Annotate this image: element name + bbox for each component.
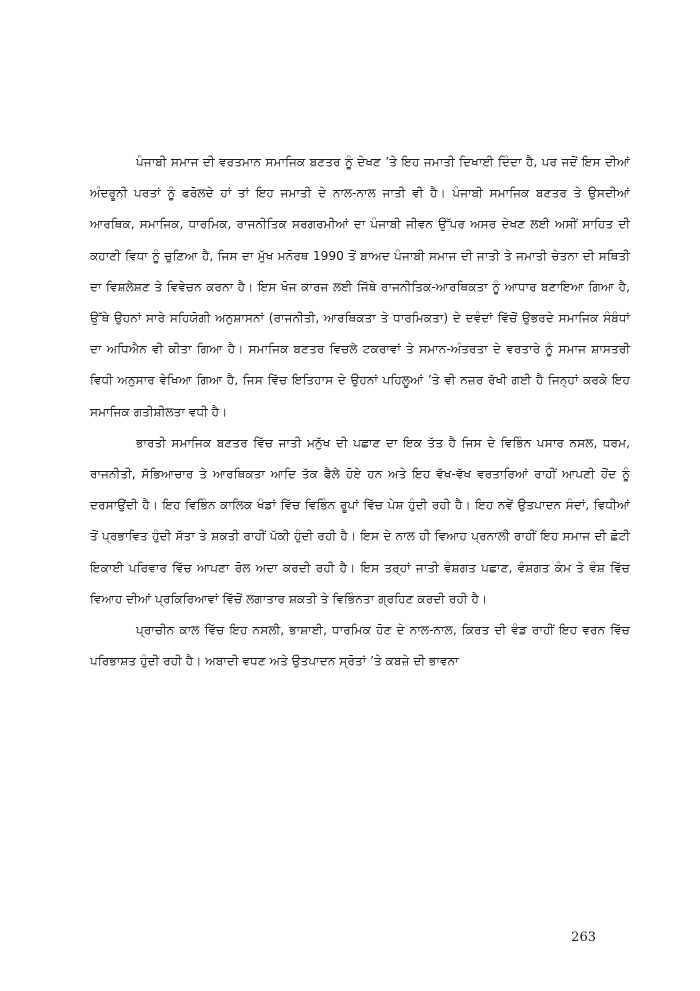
paragraph-3: ਪ੍ਰਾਚੀਨ ਕਾਲ ਵਿੱਚ ਇਹ ਨਸਲੀ, ਭਾਸ਼ਾਈ, ਧਾਰਮਿਕ ਹੋਣ ਦੇ ਨਾਲ-ਨਾਲ, ਕਿਰਤ ਦੀ ਵੰਡ ਰਾਹੀਂ ਇਹ ਵਰਨ ਵਿੱਚ ਪਰਿਭਾਸ਼ਤ ਹੁੰਦੀ ਰਹੀ ਹੈ। ਅਬਾਦੀ ਵਧਣ ਅਤੇ ਉਤਪਾਦਨ ਸ੍ਰੋਤਾਂ ’ਤੇ ਕਬਜ਼ੇ ਦੀ ਭਾਵਨਾ xyxy=(90,623,630,669)
paragraph-1: ਪੰਜਾਬੀ ਸਮਾਜ ਦੀ ਵਰਤਮਾਨ ਸਮਾਜਿਕ ਬਣਤਰ ਨੂੰ ਦੇਖਣ ’ਤੇ ਇਹ ਜਮਾਤੀ ਦਿਖਾਈ ਦਿੰਦਾ ਹੈ, ਪਰ ਜਦੋਂ ਇਸ ਦੀਆਂ ਅੰਦਰੂਨੀ ਪਰਤਾਂ ਨੂੰ ਫਰੋਲਦੇ ਹਾਂ ਤਾਂ ਇਹ ਜਮਾਤੀ ਦੇ ਨਾਲ-ਨਾਲ ਜਾਤੀ ਵੀ ਹੈ। ਪੰਜਾਬੀ ਸਮਾਜਿਕ ਬਣਤਰ ਤੇ ਉਸਦੀਆਂ ਆਰਥਿਕ, ਸਮਾਜਿਕ, ਧਾਰਮਿਕ, ਰਾਜਨੀਤਿਕ ਸਰਗਰਮੀਆਂ ਦਾ ਪੰਜਾਬੀ ਜੀਵਨ ਉੱਪਰ ਅਸਰ ਦੇਖਣ ਲਈ ਅਸੀਂ ਸਾਹਿਤ ਦੀ ਕਹਾਣੀ ਵਿਧਾ ਨੂੰ ਚੁਣਿਆ ਹੈ, ਜਿਸ ਦਾ ਮੁੱਖ ਮਨੋਰਥ 1990 ਤੋਂ ਬਾਅਦ ਪੰਜਾਬੀ ਸਮਾਜ ਦੀ ਜਾਤੀ ਤੇ ਜਮਾਤੀ ਚੇਤਨਾ ਦੀ ਸਥਿਤੀ ਦਾ ਵਿਸ਼ਲੇਸ਼ਣ ਤੇ ਵਿਵੇਚਨ ਕਰਨਾ ਹੈ। ਇਸ ਖੋਜ ਕਾਰਜ ਲਈ ਜਿੱਥੇ ਰਾਜਨੀਤਿਕ-ਆਰਥਿਕਤਾ ਨੂੰ ਆਧਾਰ ਬਣਾਇਆ ਗਿਆ ਹੈ, ਉੱਥੇ ਉਹਨਾਂ ਸਾਰੇ ਸਹਿਯੋਗੀ ਅਨੁਸ਼ਾਸਨਾਂ (ਰਾਜਨੀਤੀ, ਆਰਥਿਕਤਾ ਤੇ ਧਾਰਮਿਕਤਾ) ਦੇ ਦਵੰਦਾਂ ਵਿੱਚੋਂ ਉਭਰਦੇ ਸਮਾਜਿਕ ਸੰਬੰਧਾਂ ਦਾ ਅਧਿਐਨ ਵੀ ਕੀਤਾ ਗਿਆ ਹੈ। ਸਮਾਜਿਕ ਬਣਤਰ ਵਿਚਲੇ ਟਕਰਾਵਾਂ ਤੇ ਸਮਾਨ-ਅੰਤਰਤਾ ਦੇ ਵਰਤਾਰੇ ਨੂੰ ਸਮਾਜ ਸ਼ਾਸਤਰੀ ਵਿਧੀ ਅਨੁਸਾਰ ਵੇਖਿਆ ਗਿਆ ਹੈ, ਜਿਸ ਵਿੱਚ ਇਤਿਹਾਸ ਦੇ ਉਹਨਾਂ ਪਹਿਲੂਆਂ ’ਤੇ ਵੀ ਨਜ਼ਰ ਰੱਖੀ ਗਈ ਹੈ ਜਿਨ੍ਹਾਂ ਕਰਕੇ ਇਹ ਸਮਾਜਿਕ ਗਤੀਸ਼ੀਲਤਾ ਵਧੀ ਹੈ। xyxy=(90,155,630,419)
page-number: 263 xyxy=(571,930,596,945)
paragraph-2: ਭਾਰਤੀ ਸਮਾਜਿਕ ਬਣਤਰ ਵਿੱਚ ਜਾਤੀ ਮਨੁੱਖ ਦੀ ਪਛਾਣ ਦਾ ਇਕ ਤੱਤ ਹੈ ਜਿਸ ਦੇ ਵਿਭਿੰਨ ਪਸਾਰ ਨਸਲ, ਧਰਮ, ਰਾਜਨੀਤੀ, ਸੱਭਿਆਚਾਰ ਤੇ ਆਰਥਿਕਤਾ ਆਦਿ ਤੱਕ ਫੈਲੇ ਹੋਏ ਹਨ ਅਤੇ ਇਹ ਵੱਖ-ਵੱਖ ਵਰਤਾਰਿਆਂ ਰਾਹੀਂ ਆਪਣੀ ਹੋਂਦ ਨੂੰ ਦਰਸਾਉਂਦੀ ਹੈ। ਇਹ ਵਿਭਿੰਨ ਕਾਲਿਕ ਖੰਡਾਂ ਵਿੱਚ ਵਿਭਿੰਨ ਰੂਪਾਂ ਵਿੱਚ ਪੇਸ਼ ਹੁੰਦੀ ਰਹੀ ਹੈ। ਇਹ ਨਵੇਂ ਉਤਪਾਦਨ ਸੰਦਾਂ, ਵਿਧੀਆਂ ਤੋਂ ਪ੍ਰਭਾਵਿਤ ਹੁੰਦੀ ਸੱਤਾ ਤੇ ਸ਼ਕਤੀ ਰਾਹੀਂ ਪੱਕੀ ਹੁੰਦੀ ਰਹੀ ਹੈ। ਇਸ ਦੇ ਨਾਲ ਹੀ ਵਿਆਹ ਪ੍ਰਨਾਲੀ ਰਾਹੀਂ ਇਹ ਸਮਾਜ ਦੀ ਛੋਟੀ ਇਕਾਈ ਪਰਿਵਾਰ ਵਿੱਚ ਆਪਣਾ ਰੋਲ ਅਦਾ ਕਰਦੀ ਰਹੀ ਹੈ। ਇਸ ਤਰ੍ਹਾਂ ਜਾਤੀ ਵੰਸ਼ਗਤ ਪਛਾਣ, ਵੰਸ਼ਗਤ ਕੰਮ ਤੇ ਵੰਸ਼ ਵਿੱਚ ਵਿਆਹ ਦੀਆਂ ਪ੍ਰਕਿਰਿਆਵਾਂ ਵਿੱਚੋਂ ਲਗਾਤਾਰ ਸ਼ਕਤੀ ਤੇ ਵਿਭਿੰਨਤਾ ਗ੍ਰਹਿਣ ਕਰਦੀ ਰਹੀ ਹੈ। xyxy=(90,435,630,606)
body-text xyxy=(90,147,630,677)
